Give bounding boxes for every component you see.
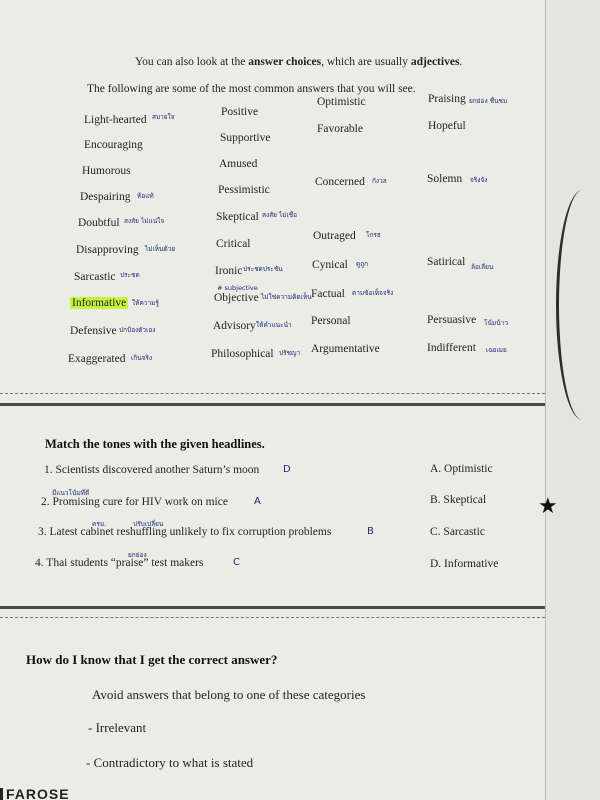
word: Optimistic — [317, 96, 366, 108]
answer-2: A — [254, 496, 261, 507]
publisher-logo: FAROSE — [6, 786, 70, 800]
word: Satirical — [427, 256, 466, 268]
word: Skeptical — [216, 211, 259, 223]
word: Philosophical — [211, 348, 274, 360]
handwritten-note: ตามข้อเท็จจริง — [352, 289, 394, 297]
handwritten-note: ยกย่อง — [128, 551, 147, 559]
star-icon: ★ — [538, 493, 558, 518]
answer-1: D — [283, 464, 291, 475]
handwritten-note: สงสัย ไม่แน่ใจ — [124, 217, 165, 225]
word: Cynical — [312, 259, 348, 271]
answer-4: C — [233, 557, 240, 568]
handwritten-note: ปรับเปลี่ยน — [133, 520, 164, 528]
word: Hopeful — [428, 120, 466, 132]
adjacent-page-edge — [538, 0, 600, 800]
question-3: 3. Latest cabinet reshuffling unlikely to fix corruption problems — [38, 526, 332, 538]
word: Objective — [214, 292, 259, 304]
word: Sarcastic — [74, 271, 116, 283]
option-d: D. Informative — [430, 558, 499, 570]
word: Supportive — [220, 132, 271, 144]
word: Factual — [311, 288, 345, 300]
dashed-divider — [0, 617, 555, 618]
word: Exaggerated — [68, 353, 126, 365]
curved-line-decoration — [556, 190, 600, 420]
word: Humorous — [82, 165, 131, 177]
handwritten-note: # subjective — [217, 284, 258, 292]
intro-bold-answer-choices: answer choices — [248, 56, 322, 68]
word: Encouraging — [84, 139, 143, 151]
intro-text: . — [459, 56, 463, 68]
intro-bold-adjectives: adjectives — [410, 56, 460, 68]
answer-3: B — [367, 526, 374, 537]
word: Positive — [221, 106, 259, 118]
handwritten-note: ให้ความรู้ — [132, 299, 159, 307]
intro-line-2: The following are some of the most common answers that you will see. — [87, 83, 416, 95]
word: Disapproving — [76, 244, 139, 256]
intro-text: You can also look at the — [135, 56, 249, 68]
word: Argumentative — [311, 343, 380, 355]
word: Favorable — [317, 123, 363, 135]
handwritten-note: ดูถูก — [356, 260, 369, 268]
word: Ironic — [215, 265, 243, 277]
footer-bar — [0, 788, 3, 800]
option-a: A. Optimistic — [430, 463, 493, 475]
handwritten-note: ล้อเลียน — [471, 263, 494, 271]
handwritten-note: ท้อแท้ — [137, 192, 154, 200]
handwritten-note: ไม่เห็นด้วย — [145, 245, 176, 253]
word-highlighted — [70, 297, 128, 309]
handwritten-note: โกรธ — [366, 231, 381, 239]
word: Outraged — [313, 230, 356, 242]
option-b: B. Skeptical — [430, 494, 487, 506]
question-4: 4. Thai students “praise” test makers — [35, 557, 204, 569]
handwritten-note: ไม่ใช่ความคิดเห็น — [261, 293, 312, 301]
question-1: 1. Scientists discovered another Saturn’s moon — [44, 464, 260, 476]
category-contradictory: - Contradictory to what is stated — [86, 755, 254, 770]
word: Despairing — [80, 191, 131, 203]
word: Persuasive — [427, 314, 477, 326]
word: Solemn — [427, 173, 463, 185]
word: Indifferent — [427, 342, 476, 354]
handwritten-note: สบายใจ — [152, 113, 175, 121]
correct-answer-heading: How do I know that I get the correct answer? — [26, 652, 278, 667]
word: Critical — [216, 238, 251, 250]
option-c: C. Sarcastic — [430, 526, 485, 538]
handwritten-note: ยกย่อง ชื่นชม — [469, 97, 508, 105]
word: Defensive — [70, 325, 117, 337]
intro-text: , which are usually — [321, 56, 411, 68]
word: Praising — [428, 93, 466, 105]
handwritten-note: ปกป้องตัวเอง — [119, 326, 156, 334]
handwritten-note: โน้มน้าว — [484, 319, 508, 327]
handwritten-note: ปรัชญา — [279, 349, 301, 357]
solid-divider — [0, 403, 555, 406]
word: Light-hearted — [84, 114, 147, 126]
word: Concerned — [315, 176, 365, 188]
question-2: 2. Promising cure for HIV work on mice — [41, 496, 228, 508]
highlight-mark: Informative — [72, 297, 127, 309]
handwritten-note: เกินจริง — [131, 354, 153, 362]
dashed-divider — [0, 393, 555, 394]
handwritten-note: ให้คำแนะนำ — [256, 321, 292, 329]
category-irrelevant: - Irrelevant — [88, 720, 147, 735]
handwritten-note: สงสัย ไม่เชื่อ — [262, 211, 298, 219]
handwritten-note: ประชด — [120, 271, 140, 279]
avoid-line: Avoid answers that belong to one of these categories — [92, 687, 366, 702]
word: Personal — [311, 315, 351, 327]
solid-divider — [0, 606, 555, 609]
intro-line-1 — [135, 56, 462, 68]
handwritten-note: เฉยเมย — [486, 346, 507, 354]
match-heading: Match the tones with the given headlines. — [45, 437, 265, 451]
handwritten-note: กังวล — [372, 177, 387, 185]
word: Amused — [219, 158, 258, 170]
handwritten-note: มีแนวโน้มที่ดี — [52, 489, 90, 497]
handwritten-note: ประชดประชัน — [243, 265, 283, 273]
handwritten-note: จริงจัง — [470, 176, 488, 184]
word: Pessimistic — [218, 184, 270, 196]
word: Advisory — [213, 320, 256, 332]
word: Doubtful — [78, 217, 120, 229]
handwritten-note: ครม. — [92, 520, 107, 528]
